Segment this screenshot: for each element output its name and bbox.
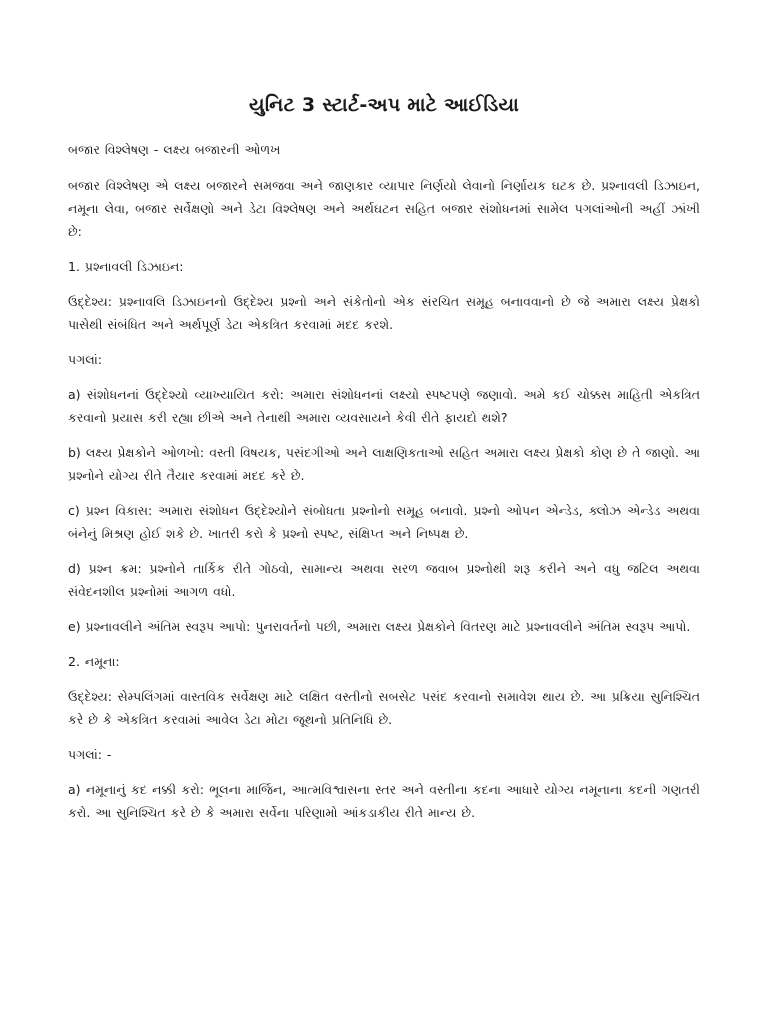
section-1-purpose: ઉદ્દેશ્ય: પ્રશ્નાવલિ ડિઝાઇનનો ઉદ્દેશ્ય પ્રશ્નો અને સંકેતોનો એક સંરચિત સમૂહ બનાવવાનો છે જે અમારા લક્ષ્ય પ્રેક્ષકો પાસેથી સંબંધિત અને અર્થપૂર્ણ ડેટા એકત્રિત કરવામાં મદદ કરશે. (68, 294, 700, 332)
section-1-heading: 1. પ્રશ્નાવલી ડિઝાઇન: (68, 259, 184, 274)
section-1-step-d: d) પ્રશ્ન ક્રમ: પ્રશ્નોને તાર્કિક રીતે ગોઠવો, સામાન્ય અથવા સરળ જવાબ પ્રશ્નોથી શરૂ કરીને અને વધુ જટિલ અથવા સંવેદનશીલ પ્રશ્નોમાં આગળ વધો. (68, 561, 700, 599)
section-2-step-a: a) નમૂનાનું કદ નક્કી કરો: ભૂલના માર્જિન, આત્મવિશ્વાસના સ્તર અને વસ્તીના કદના આધારે યોગ્ય નમૂનાના કદની ગણતરી કરો. આ સુનિશ્ચિત કરે છે કે અમારા સર્વેના પરિણામો આંકડાકીય રીતે માન્ય છે. (68, 782, 700, 820)
section-2-steps-label: પગલાં: - (68, 747, 112, 762)
section-1-steps-label: પગલાં: (68, 352, 102, 367)
section-2-heading: 2. નમૂના: (68, 654, 120, 669)
document-content (68, 92, 700, 836)
section-1-step-b: b) લક્ષ્ય પ્રેક્ષકોને ઓળખો: વસ્તી વિષયક, પસંદગીઓ અને લાક્ષણિકતાઓ સહિત અમારા લક્ષ્ય પ્રેક્ષકો કોણ છે તે જાણો. આ પ્રશ્નોને યોગ્ય રીતે તૈયાર કરવામાં મદદ કરે છે. (68, 445, 700, 483)
page-title: યુનિટ 3 સ્ટાર્ટ-અપ માટે આઈડિયા (248, 94, 520, 116)
section-subtitle: બજાર વિશ્લેષણ - લક્ષ્ય બજારની ઓળખ (68, 142, 281, 157)
intro-paragraph: બજાર વિશ્લેષણ એ લક્ષ્ય બજારને સમજવા અને જાણકાર વ્યાપાર નિર્ણયો લેવાનો નિર્ણાયક ઘટક છે. પ્રશ્નાવલી ડિઝાઇન, નમૂના લેવા, બજાર સર્વેક્ષણો અને ડેટા વિશ્લેષણ અને અર્થઘટન સહિત બજાર સંશોધનમાં સામેલ પગલાંઓની અહીં ઝાંખી છે: (68, 178, 700, 239)
section-2-purpose: ઉદ્દેશ્ય: સેમ્પલિંગમાં વાસ્તવિક સર્વેક્ષણ માટે લક્ષિત વસ્તીનો સબસેટ પસંદ કરવાનો સમાવેશ થાય છે. આ પ્રક્રિયા સુનિશ્ચિત કરે છે કે એકત્રિત કરવામાં આવેલ ડેટા મોટા જૂથનો પ્રતિનિધિ છે. (68, 689, 700, 727)
section-1-step-c: c) પ્રશ્ન વિકાસ: અમારા સંશોધન ઉદ્દેશ્યોને સંબોધતા પ્રશ્નોનો સમૂહ બનાવો. પ્રશ્નો ઓપન એન્ડેડ, ક્લોઝ એન્ડેડ અથવા બંનેનું મિશ્રણ હોઈ શકે છે. ખાતરી કરો કે પ્રશ્નો સ્પષ્ટ, સંક્ષિપ્ત અને નિષ્પક્ષ છે. (68, 503, 700, 541)
section-1-step-e: e) પ્રશ્નાવલીને અંતિમ સ્વરૂપ આપો: પુનરાવર્તનો પછી, અમારા લક્ષ્ય પ્રેક્ષકોને વિતરણ માટે પ્રશ્નાવલીને અંતિમ સ્વરૂપ આપો. (68, 619, 691, 634)
section-1-step-a: a) સંશોધનનાં ઉદ્દેશ્યો વ્યાખ્યાયિત કરો: અમારા સંશોધનનાં લક્ષ્યો સ્પષ્ટપણે જણાવો. અમે કઈ ચોક્કસ માહિતી એકત્રિત કરવાનો પ્રયાસ કરી રહ્યા છીએ અને તેનાથી અમારા વ્યવસાયને કેવી રીતે ફાયદો થશે? (68, 387, 700, 425)
